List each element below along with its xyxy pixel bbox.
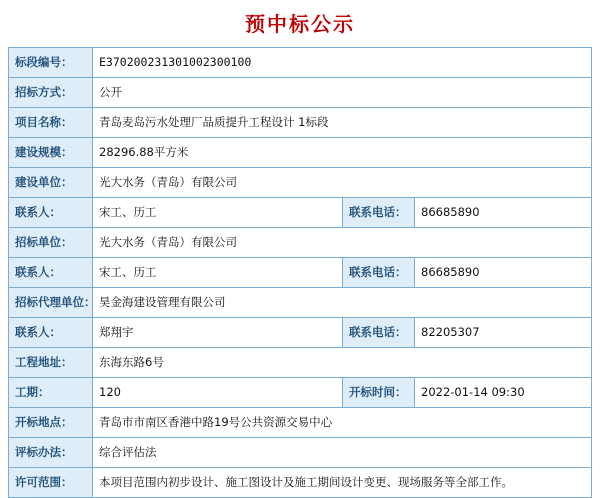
bid-open-time-value: 2022-01-14 09:30 [415,378,592,408]
table-row [9,318,592,348]
contact-phone-1-label: 联系电话： [343,198,415,228]
table-row [9,168,592,198]
bid-section-no-label: 标段编号： [9,48,93,78]
project-address-label: 工程地址： [9,348,93,378]
table-row [9,438,592,468]
table-row [9,378,592,408]
bid-section-no-value: E370200231301002300100 [93,48,592,78]
tender-unit-value: 光大水务（青岛）有限公司 [93,228,592,258]
bid-information-table [8,47,592,498]
table-row [9,108,592,138]
contact-person-1-value: 宋工、历工 [93,198,343,228]
contact-person-2-value: 宋工、历工 [93,258,343,288]
bid-open-place-label: 开标地点： [9,408,93,438]
license-scope-label: 许可范围： [9,468,93,498]
duration-label: 工期： [9,378,93,408]
bid-open-time-label: 开标时间： [343,378,415,408]
contact-phone-2-label: 联系电话： [343,258,415,288]
table-row [9,348,592,378]
contact-person-2-label: 联系人： [9,258,93,288]
construction-scale-label: 建设规模： [9,138,93,168]
contact-phone-3-label: 联系电话： [343,318,415,348]
bid-method-value: 公开 [93,78,592,108]
contact-person-3-label: 联系人： [9,318,93,348]
contact-phone-2-value: 86685890 [415,258,592,288]
table-row [9,78,592,108]
tender-unit-label: 招标单位： [9,228,93,258]
table-row [9,468,592,498]
project-address-value: 东海东路6号 [93,348,592,378]
construction-unit-value: 光大水务（青岛）有限公司 [93,168,592,198]
license-scope-value: 本项目范围内初步设计、施工图设计及施工期间设计变更、现场服务等全部工作。 [93,468,592,498]
contact-phone-3-value: 82205307 [415,318,592,348]
table-row [9,138,592,168]
duration-value: 120 [93,378,343,408]
evaluation-method-label: 评标办法： [9,438,93,468]
project-name-value: 青岛麦岛污水处理厂品质提升工程设计 1标段 [93,108,592,138]
project-name-label: 项目名称： [9,108,93,138]
agency-unit-value: 昊金海建设管理有限公司 [93,288,592,318]
evaluation-method-value: 综合评估法 [93,438,592,468]
table-row [9,228,592,258]
bid-method-label: 招标方式： [9,78,93,108]
construction-scale-value: 28296.88平方米 [93,138,592,168]
table-row [9,198,592,228]
table-row [9,408,592,438]
agency-unit-label: 招标代理单位： [9,288,93,318]
contact-person-1-label: 联系人： [9,198,93,228]
bid-open-place-value: 青岛市市南区香港中路19号公共资源交易中心 [93,408,592,438]
contact-person-3-value: 郑翔宇 [93,318,343,348]
table-row [9,258,592,288]
table-row [9,288,592,318]
page-title: 预中标公示 [245,12,355,36]
contact-phone-1-value: 86685890 [415,198,592,228]
construction-unit-label: 建设单位： [9,168,93,198]
table-row [9,48,592,78]
